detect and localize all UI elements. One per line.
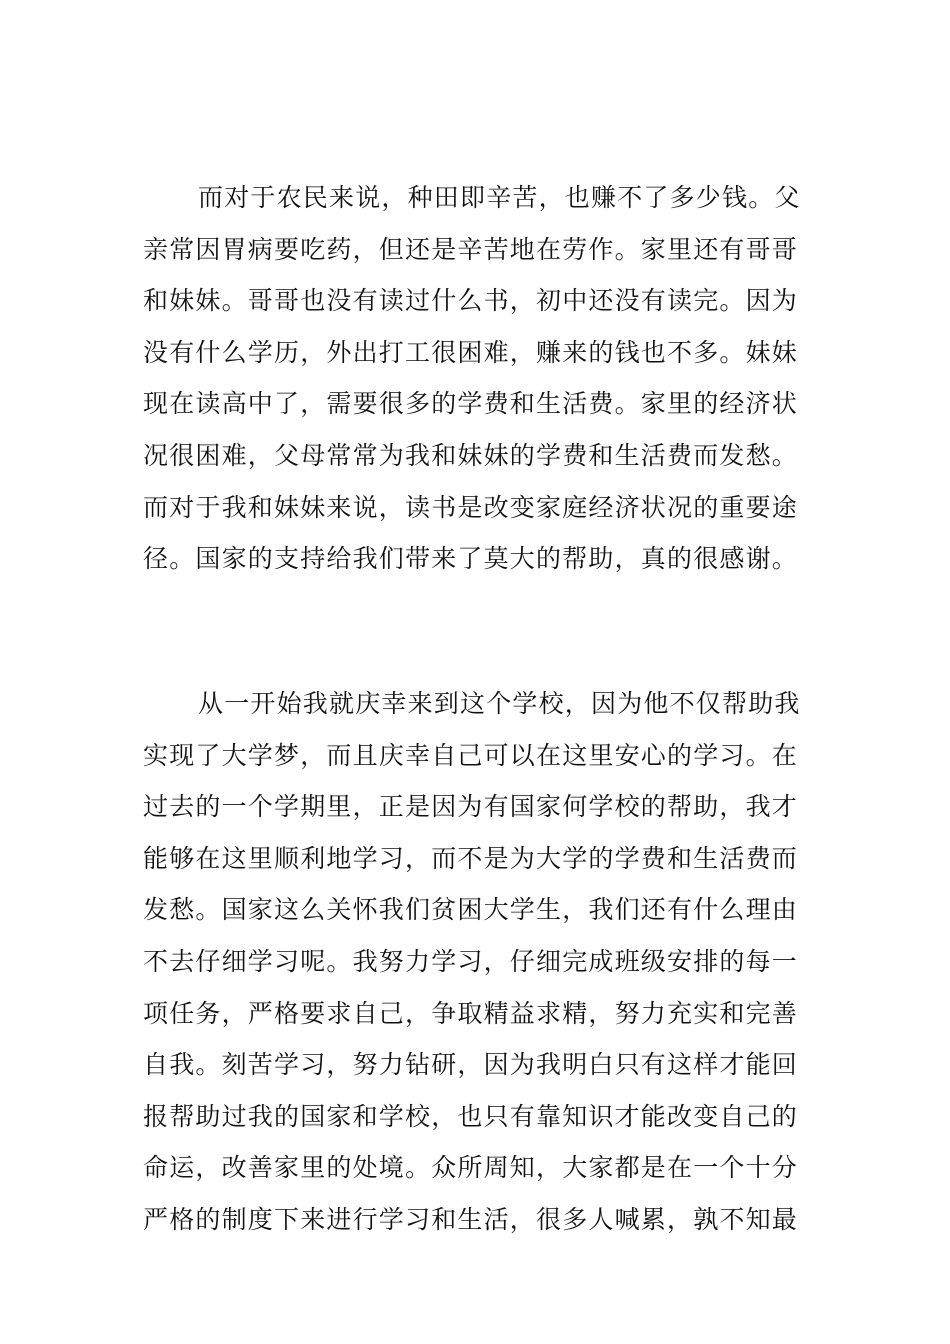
text-line: 不去仔细学习呢。我努力学习，仔细完成班级安排的每一	[143, 946, 799, 976]
text-line: 径。国家的支持给我们带来了莫大的帮助，真的很感谢。	[143, 544, 799, 574]
text-line: 没有什么学历，外出打工很困难，赚来的钱也不多。妹妹	[143, 337, 799, 367]
paragraph-1	[143, 172, 813, 585]
text-line: 命运，改善家里的处境。众所周知，大家都是在一个十分	[143, 1153, 799, 1183]
text-line: 严格的制度下来进行学习和生活，很多人喊累，孰不知最	[143, 1204, 799, 1234]
text-line: 自我。刻苦学习，努力钻研，因为我明白只有这样才能回	[143, 1050, 799, 1080]
text-line: 从一开始我就庆幸来到这个学校，因为他不仅帮助我	[198, 689, 801, 718]
text-line: 而对于我和妹妹来说，读书是改变家庭经济状况的重要途	[143, 492, 799, 522]
paragraph-2	[143, 678, 813, 1246]
text-line: 报帮助过我的国家和学校，也只有靠知识才能改变自己的	[143, 1101, 799, 1131]
text-line: 项任务，严格要求自己，争取精益求精，努力充实和完善	[143, 998, 799, 1028]
text-line: 发愁。国家这么关怀我们贫困大学生，我们还有什么理由	[143, 895, 799, 925]
text-line: 亲常因胃病要吃药，但还是辛苦地在劳作。家里还有哥哥	[143, 234, 799, 264]
text-line: 过去的一个学期里，正是因为有国家何学校的帮助，我才	[143, 792, 799, 822]
text-line: 现在读高中了，需要很多的学费和生活费。家里的经济状	[143, 389, 799, 419]
text-line: 况很困难，父母常常为我和妹妹的学费和生活费而发愁。	[143, 440, 799, 470]
text-line: 而对于农民来说，种田即辛苦，也赚不了多少钱。父	[198, 183, 801, 212]
text-line: 和妹妹。哥哥也没有读过什么书，初中还没有读完。因为	[143, 286, 799, 316]
text-line: 能够在这里顺利地学习，而不是为大学的学费和生活费而	[143, 843, 799, 873]
text-line: 实现了大学梦，而且庆幸自己可以在这里安心的学习。在	[143, 740, 799, 770]
